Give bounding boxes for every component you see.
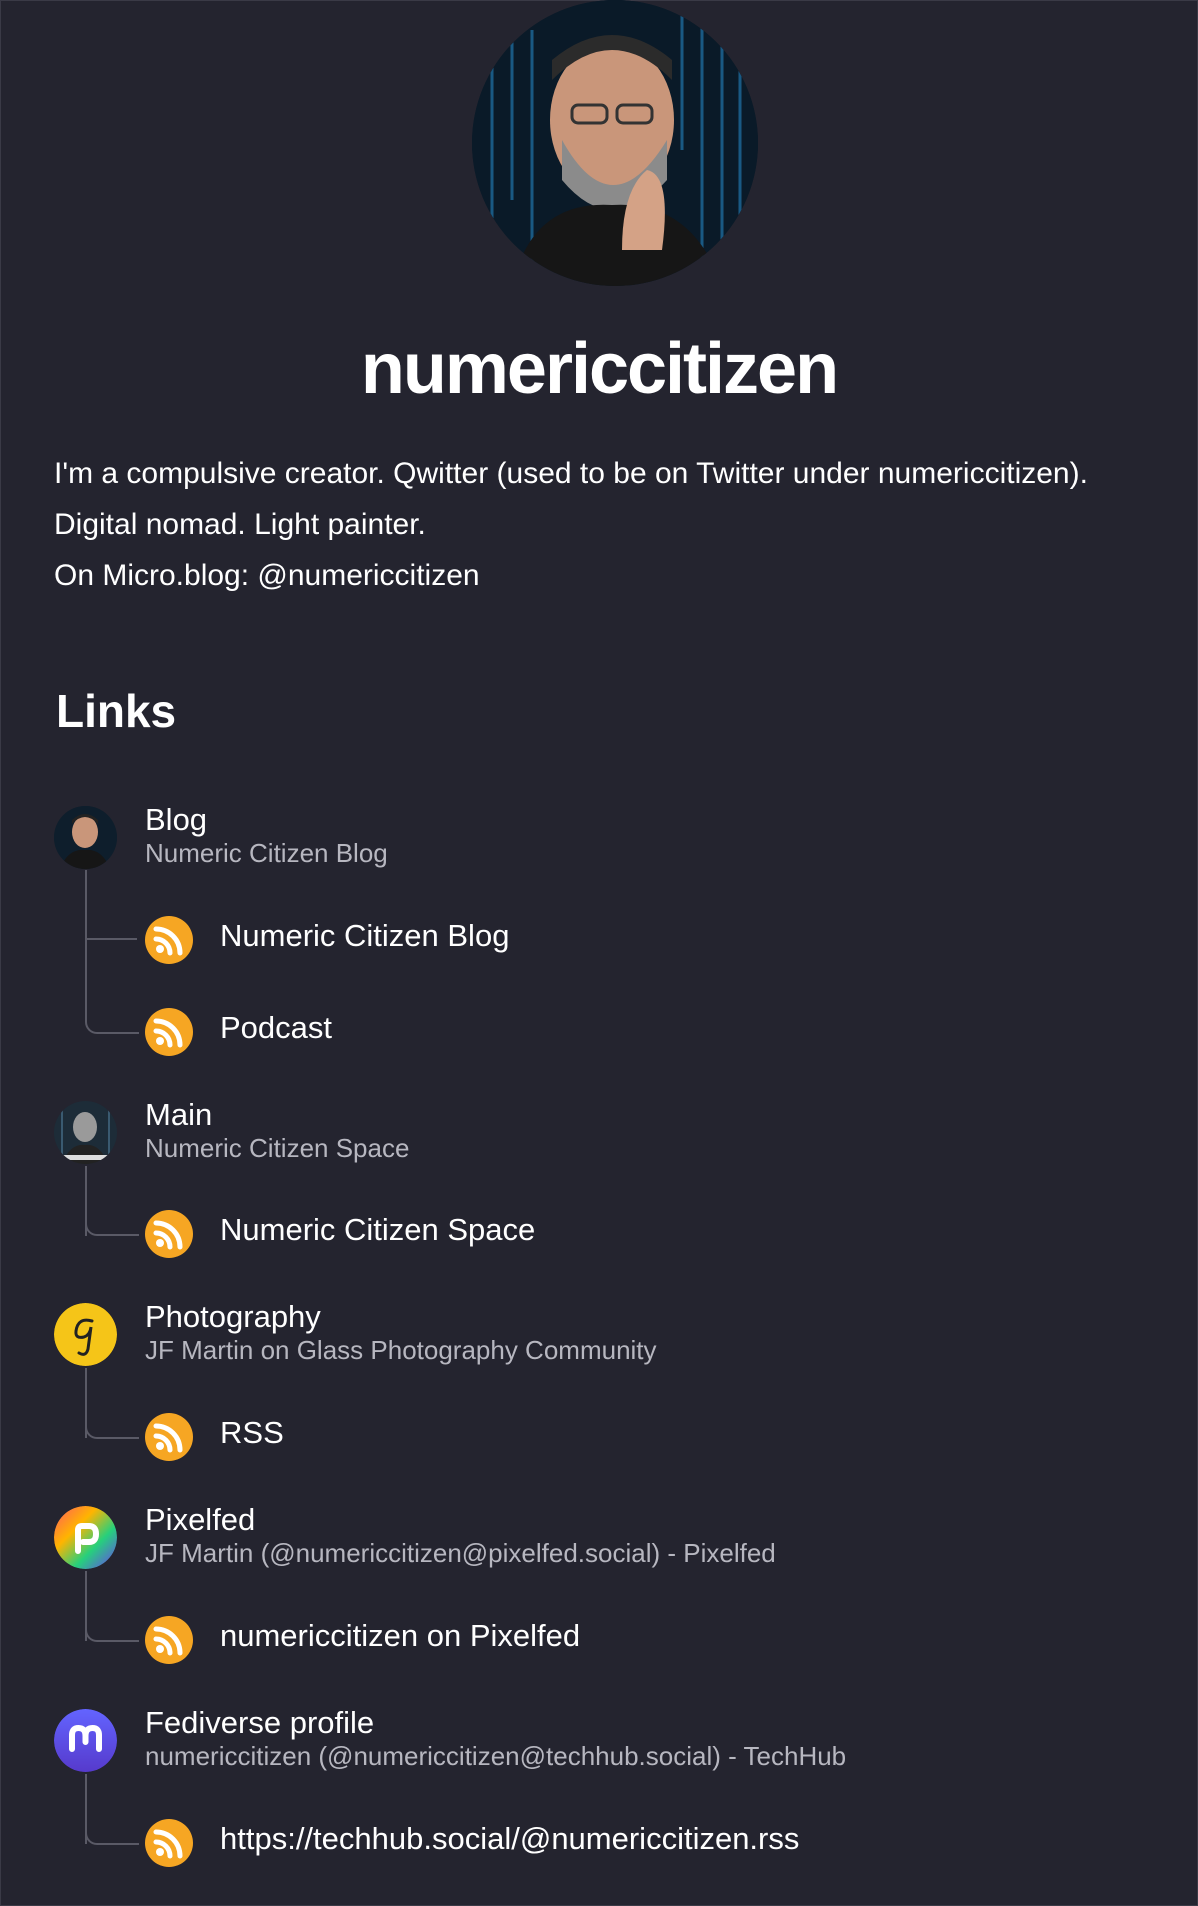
connector-corner — [85, 1018, 139, 1034]
pixelfed-icon — [54, 1506, 117, 1569]
connector-corner — [85, 1829, 139, 1845]
profile-username: numericcitizen — [360, 329, 838, 409]
connector-line — [85, 870, 87, 938]
link-item[interactable]: Numeric Citizen Space — [220, 1212, 536, 1247]
rss-icon[interactable] — [145, 1008, 193, 1056]
links-heading: Links — [56, 685, 177, 737]
connector-line — [85, 940, 87, 1020]
profile-avatar — [472, 0, 758, 286]
link-item[interactable]: https://techhub.social/@numericcitizen.rss — [220, 1821, 800, 1856]
rss-icon[interactable] — [145, 1413, 193, 1461]
group-subtitle-main: Numeric Citizen Space — [145, 1133, 410, 1163]
profile-photo-bw-icon — [54, 1101, 117, 1164]
group-title-pixelfed[interactable]: Pixelfed — [145, 1502, 256, 1537]
bio-line: On Micro.blog: @numericcitizen — [54, 559, 480, 592]
group-title-photography[interactable]: Photography — [145, 1299, 321, 1334]
group-subtitle-photography: JF Martin on Glass Photography Community — [145, 1335, 657, 1365]
connector-corner — [85, 1220, 139, 1236]
group-title-main[interactable]: Main — [145, 1097, 213, 1132]
connector-corner — [85, 1626, 139, 1642]
rss-icon[interactable] — [145, 1210, 193, 1258]
bio-line: Digital nomad. Light painter. — [54, 508, 426, 541]
group-title-blog[interactable]: Blog — [145, 802, 208, 837]
rss-icon[interactable] — [145, 1616, 193, 1664]
profile-photo-icon — [54, 806, 117, 869]
link-item[interactable]: Numeric Citizen Blog — [220, 918, 510, 953]
group-subtitle-pixelfed: JF Martin (@numericcitizen@pixelfed.social) - Pixelfed — [145, 1538, 776, 1568]
connector-corner — [85, 1423, 139, 1439]
group-title-fediverse[interactable]: Fediverse profile — [145, 1705, 375, 1740]
group-subtitle-fediverse: numericcitizen (@numericcitizen@techhub.social) - TechHub — [145, 1741, 847, 1771]
connector-branch — [85, 938, 137, 940]
bio-line: I'm a compulsive creator. Qwitter (used to be on Twitter under numericcitizen). — [54, 457, 1088, 490]
link-item[interactable]: Podcast — [220, 1010, 333, 1045]
profile-bio — [54, 448, 1174, 601]
rss-icon[interactable] — [145, 916, 193, 964]
link-item[interactable]: numericcitizen on Pixelfed — [220, 1618, 581, 1653]
group-subtitle-blog: Numeric Citizen Blog — [145, 838, 388, 868]
glass-icon — [54, 1303, 117, 1366]
link-item[interactable]: RSS — [220, 1415, 284, 1450]
rss-icon[interactable] — [145, 1819, 193, 1867]
mastodon-icon — [54, 1709, 117, 1772]
